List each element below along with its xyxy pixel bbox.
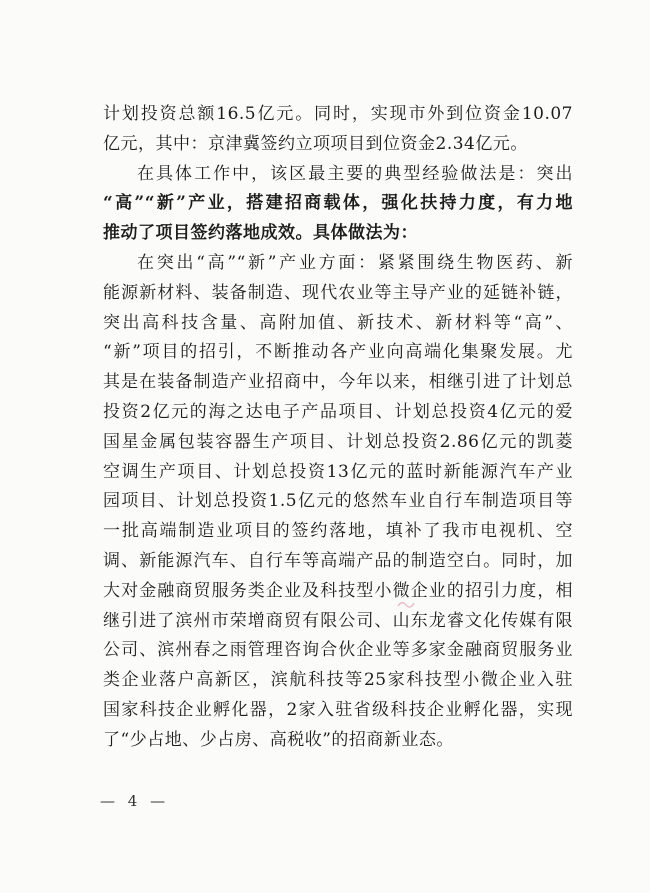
body-line: 园项目、计划总投资1.5亿元的悠然车业自行车制造项目等 <box>103 491 573 512</box>
body-line: 能源新材料、装备制造、现代农业等主导产业的延链补链， <box>103 282 573 303</box>
emphasis-line: “高”“新”产业，搭建招商载体，强化扶持力度，有力地 <box>103 193 573 214</box>
emphasis-line: 推动了项目签约落地成效。具体做法为： <box>103 223 418 244</box>
body-line: 国星金属包装容器生产项目、计划总投资2.86亿元的凯菱 <box>103 431 573 452</box>
document-body <box>103 100 573 756</box>
paragraph-start-line: 在具体工作中，该区最主要的典型经验做法是：突出 <box>137 163 573 184</box>
body-line: 亿元，其中：京津冀签约立项项目到位资金2.34亿元。 <box>103 133 528 154</box>
body-line: 了“少占地、少占房、高税收”的招商新业态。 <box>103 729 454 750</box>
body-line: 投资2亿元的海之达电子产品项目、计划总投资4亿元的爱 <box>103 401 573 422</box>
body-line: 国家科技企业孵化器，2家入驻省级科技企业孵化器，实现 <box>103 699 573 720</box>
body-line: 继引进了滨州市荣增商贸有限公司、山东龙睿文化传媒有限 <box>103 610 573 631</box>
body-line: 大对金融商贸服务类企业及科技型小微企业的招引力度，相 <box>103 580 573 601</box>
body-line: 突出高科技含量、高附加值、新技术、新材料等“高”、 <box>103 312 573 333</box>
body-line: 公司、滨州春之雨管理咨询合伙企业等多家金融商贸服务业 <box>103 640 573 661</box>
stamp-mark <box>396 598 416 610</box>
body-line: “新”项目的招引，不断推动各产业向高端化集聚发展。尤 <box>103 342 573 363</box>
body-line: 一批高端制造业项目的签约落地，填补了我市电视机、空 <box>103 521 573 542</box>
body-line: 空调生产项目、计划总投资13亿元的蓝时新能源汽车产业 <box>103 461 573 482</box>
body-line: 其是在装备制造产业招商中，今年以来，相继引进了计划总 <box>103 372 573 393</box>
body-line: 调、新能源汽车、自行车等高端产品的制造空白。同时，加 <box>103 550 573 571</box>
body-line: 计划投资总额16.5亿元。同时，实现市外到位资金10.07 <box>103 104 573 124</box>
page-number: — 4 — <box>100 792 170 810</box>
paragraph-start-line: 在突出“高”“新”产业方面：紧紧围绕生物医药、新 <box>137 252 573 273</box>
body-line: 类企业落户高新区，滨航科技等25家科技型小微企业入驻 <box>103 670 573 691</box>
